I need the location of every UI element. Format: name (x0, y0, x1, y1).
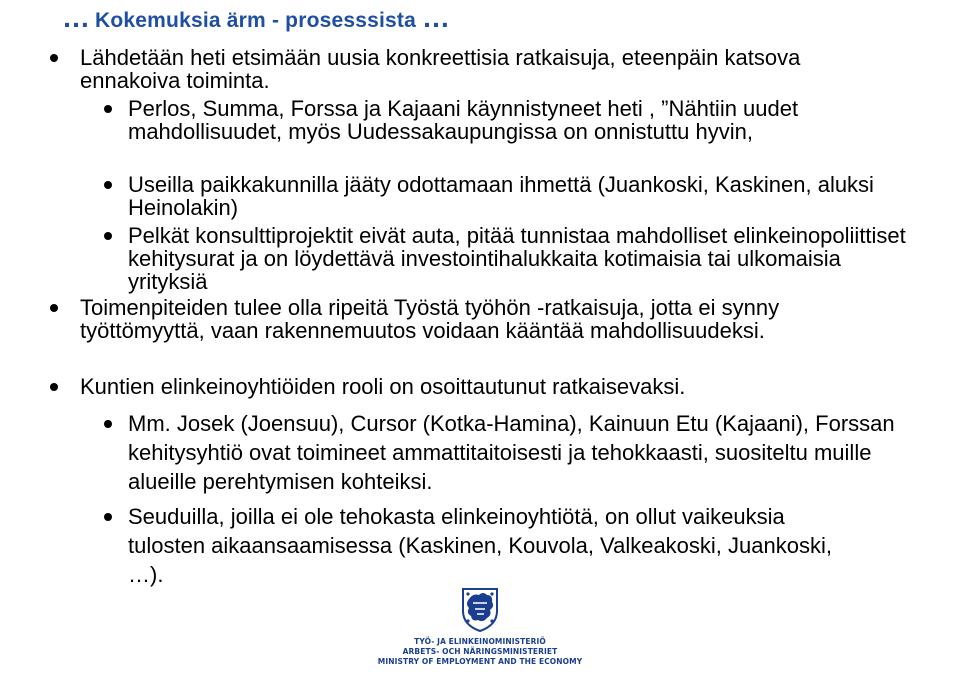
logo-line-swedish: ARBETS- OCH NÄRINGSMINISTERIET (402, 647, 558, 656)
bullet-text: Toimenpiteiden tulee olla ripeitä Työstä työhön -ratkaisuja, jotta ei synny työttömyyttä, vaan rakennemuutos voidaan kääntää mahdollisuudeksi. (80, 295, 780, 343)
bullet-dot (50, 304, 58, 312)
bullet-text: Perlos, Summa, Forssa ja Kajaani käynnistyneet heti , ”Nähtiin uudet mahdollisuudet, myös Uudessakaupungissa on onnistuttu hyvin, (128, 96, 799, 144)
bullet-dot (104, 513, 112, 521)
logo-line-finnish: TYÖ- JA ELINKEINOMINISTERIÖ (414, 637, 546, 646)
logo-text (375, 637, 585, 667)
bullet-8 (128, 502, 848, 589)
ministry-logo (375, 585, 585, 680)
bullet-5 (80, 296, 890, 342)
bullet-dot (104, 105, 112, 113)
bullet-text: Pelkät konsulttiprojektit eivät auta, pitää tunnistaa mahdolliset elinkeinopoliittiset kehitysurat ja on löydettävä investointihalukkaita kotimaisia tai ulkomaisia yrityksiä (128, 223, 906, 294)
bullet-dot (50, 54, 58, 62)
bullet-text: Mm. Josek (Joensuu), Cursor (Kotka-Hamina), Kainuun Etu (Kajaani), Forssan kehitysyhtiö ovat toimineet ammattitaitoisesti ja tehokkaasti, suositeltu muille alueille perehtymisen kohteiksi. (128, 411, 895, 494)
slide-title (62, 2, 449, 34)
bullet-4 (128, 224, 918, 293)
bullet-2 (128, 97, 918, 143)
title-text: Kokemuksia ärm - prosesssista (89, 9, 416, 32)
finland-lion-emblem-icon (457, 585, 503, 633)
bullet-text: Useilla paikkakunnilla jääty odottamaan ihmettä (Juankoski, Kaskinen, aluksi Heinolakin) (128, 172, 874, 220)
bullet-text: Lähdetään heti etsimään uusia konkreettisia ratkaisuja, eteenpäin katsova ennakoiva toiminta. (80, 45, 801, 93)
title-dots-left: … (62, 2, 89, 33)
bullet-dot (104, 420, 112, 428)
bullet-7 (128, 409, 928, 496)
logo-line-english: MINISTRY OF EMPLOYMENT AND THE ECONOMY (377, 657, 583, 666)
bullet-dot (104, 232, 112, 240)
bullet-3 (128, 173, 888, 219)
bullet-text: Seuduilla, joilla ei ole tehokasta elinkeinoyhtiötä, on ollut vaikeuksia tulosten aikaansaamisessa (Kaskinen, Kouvola, Valkeakoski, Juankoski, …). (128, 504, 832, 587)
title-dots-right: … (422, 2, 450, 33)
bullet-6 (80, 375, 890, 398)
bullet-text: Kuntien elinkeinoyhtiöiden rooli on osoittautunut ratkaisevaksi. (80, 374, 686, 399)
bullet-dot (50, 383, 58, 391)
bullet-dot (104, 181, 112, 189)
bullet-1 (80, 46, 900, 92)
